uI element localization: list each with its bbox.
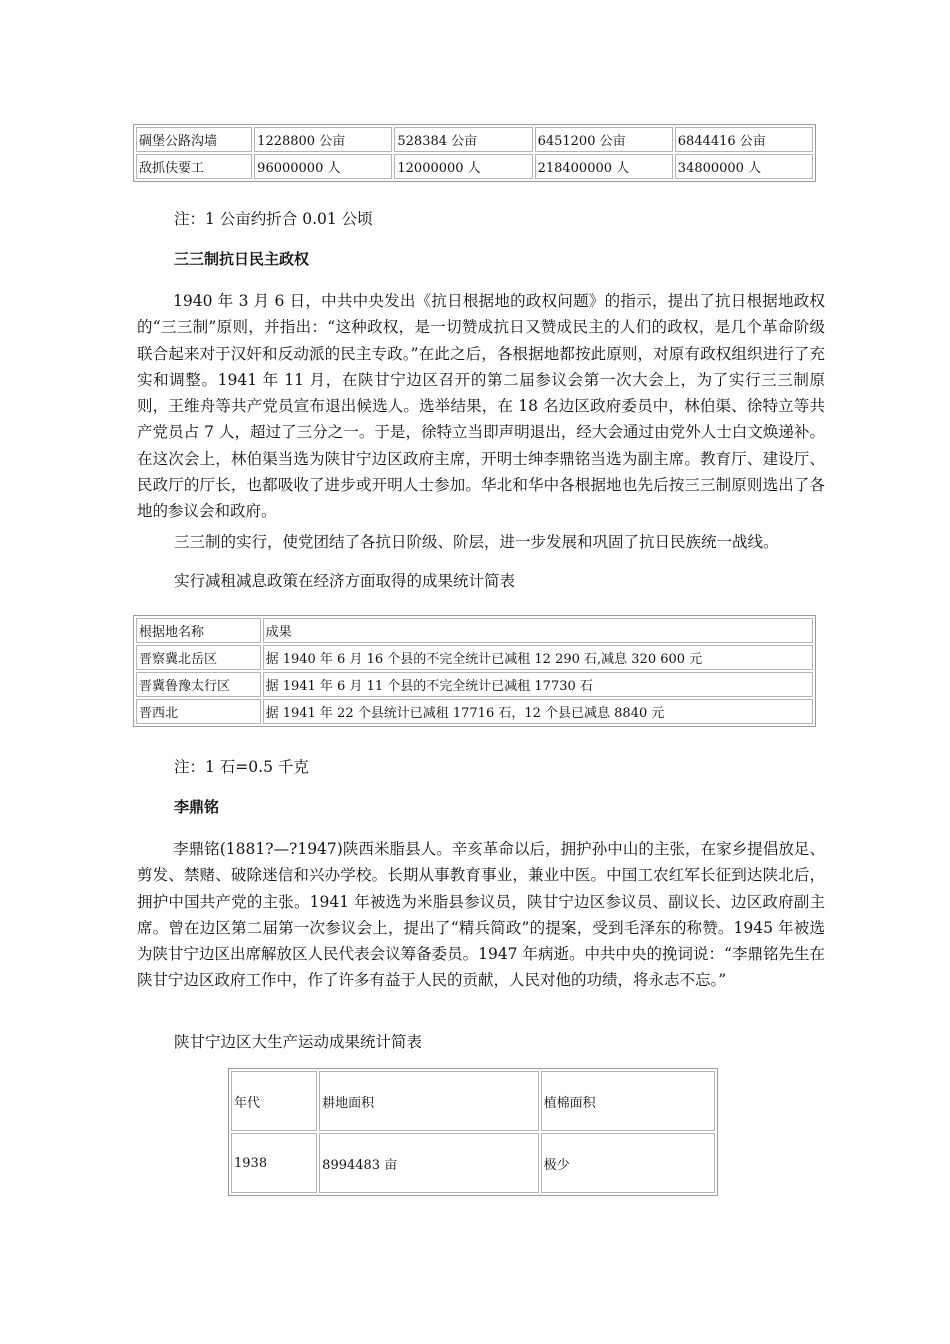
table-cell: 据 1941 年 22 个县统计已减租 17716 石，12 个县已减息 8840 元 — [263, 699, 813, 724]
table-cell: 碉堡公路沟墙 — [136, 127, 252, 152]
table-header-row — [231, 1071, 715, 1131]
table-row — [136, 154, 813, 179]
section-heading-li-dingming: 李鼎铭 — [174, 798, 220, 816]
table-cell: 34800000 人 — [675, 154, 813, 179]
paragraph-sansanzhi — [137, 288, 825, 525]
table-cell: 据 1941 年 6 月 11 个县的不完全统计已减租 17730 石 — [263, 672, 813, 697]
table-cell: 据 1940 年 6 月 16 个县的不完全统计已减租 12 290 石,减息 320 600 元 — [263, 645, 813, 670]
table-row — [136, 645, 813, 670]
table-cell: 12000000 人 — [394, 154, 532, 179]
table-header-row — [136, 618, 813, 643]
table-row — [231, 1133, 715, 1193]
table-cell: 6451200 公亩 — [535, 127, 673, 152]
table-cell: 晋察冀北岳区 — [136, 645, 261, 670]
table-cell: 528384 公亩 — [394, 127, 532, 152]
table-cell: 1228800 公亩 — [254, 127, 392, 152]
table-row — [136, 699, 813, 724]
table-cell: 极少 — [541, 1133, 715, 1193]
table-cell: 8994483 亩 — [319, 1133, 538, 1193]
paragraph-text: 李鼎铭(1881?—?1947)陕西米脂县人。辛亥革命以后，拥护孙中山的主张，在家乡提倡放足、剪发、禁赌、破除迷信和兴办学校。长期从事教育事业，兼业中医。中国工农红军长征到达陕北后，拥护中国共产党的主张。1941 年被选为米脂县参议员，陕甘宁边区参议员、副议长、边区政府副主席。曾在边区第二届第一次参议会上，提出了“精兵简政”的提案，受到毛泽东的称赞。1945 年被选为陕甘宁边区出席解放区人民代表会议筹备委员。1947 年病逝。中共中央的挽词说：“李鼎铭先生在陕甘宁边区政府工作中，作了许多有益于人民的贡献，人民对他的功绩，将永志不忘。” — [137, 840, 825, 990]
table-header-cell: 植棉面积 — [541, 1071, 715, 1131]
table-cell: 晋西北 — [136, 699, 261, 724]
paragraph-effect: 三三制的实行，使党团结了各抗日阶级、阶层，进一步发展和巩固了抗日民族统一战线。 — [174, 533, 779, 551]
table-cell: 晋冀鲁豫太行区 — [136, 672, 261, 697]
table-row — [136, 127, 813, 152]
casualty-table — [133, 124, 816, 182]
production-table — [228, 1068, 718, 1196]
note-unit-dan: 注：1 石=0.5 千克 — [174, 758, 309, 776]
table-header-cell: 耕地面积 — [319, 1071, 538, 1131]
table-header-cell: 年代 — [231, 1071, 317, 1131]
table-header-cell: 成果 — [263, 618, 813, 643]
table-caption-production: 陕甘宁边区大生产运动成果统计简表 — [174, 1033, 423, 1051]
section-heading-sansanzhi: 三三制抗日民主政权 — [174, 250, 310, 268]
table-cell: 1938 — [231, 1133, 317, 1193]
table-cell: 218400000 人 — [535, 154, 673, 179]
table-header-cell: 根据地名称 — [136, 618, 261, 643]
paragraph-li-dingming — [137, 836, 825, 994]
table-cell: 96000000 人 — [254, 154, 392, 179]
note-unit-gongmu: 注：1 公亩约折合 0.01 公顷 — [174, 210, 373, 228]
paragraph-text: 1940 年 3 月 6 日，中共中央发出《抗日根据地的政权问题》的指示，提出了抗日根据地政权的“三三制”原则，并指出：“这种政权，是一切赞成抗日又赞成民主的人们的政权，是几个革命阶级联合起来对于汉奸和反动派的民主专政。”在此之后，各根据地都按此原则，对原有政权组织进行了充实和调整。1941 年 11 月，在陕甘宁边区召开的第二届参议会第一次大会上，为了实行三三制原则，王维舟等共产党员宣布退出候选人。选举结果，在 18 名边区政府委员中，林伯渠、徐特立等共产党员占 7 人，超过了三分之一。于是，徐特立当即声明退出，经大会通过由党外人士白文焕递补。在这次会上，林伯渠当选为陕甘宁边区政府主席，开明士绅李鼎铭当选为副主席。教育厅、建设厅、民政厅的厅长，也都吸收了进步或开明人士参加。华北和华中各根据地也先后按三三制原则选出了各地的参议会和政府。 — [137, 292, 825, 521]
table-caption-rent-reduction: 实行减租减息政策在经济方面取得的成果统计简表 — [174, 572, 516, 590]
table-row — [136, 672, 813, 697]
table-cell: 敌抓伕要工 — [136, 154, 252, 179]
rent-reduction-table — [133, 615, 816, 727]
table-cell: 6844416 公亩 — [675, 127, 813, 152]
